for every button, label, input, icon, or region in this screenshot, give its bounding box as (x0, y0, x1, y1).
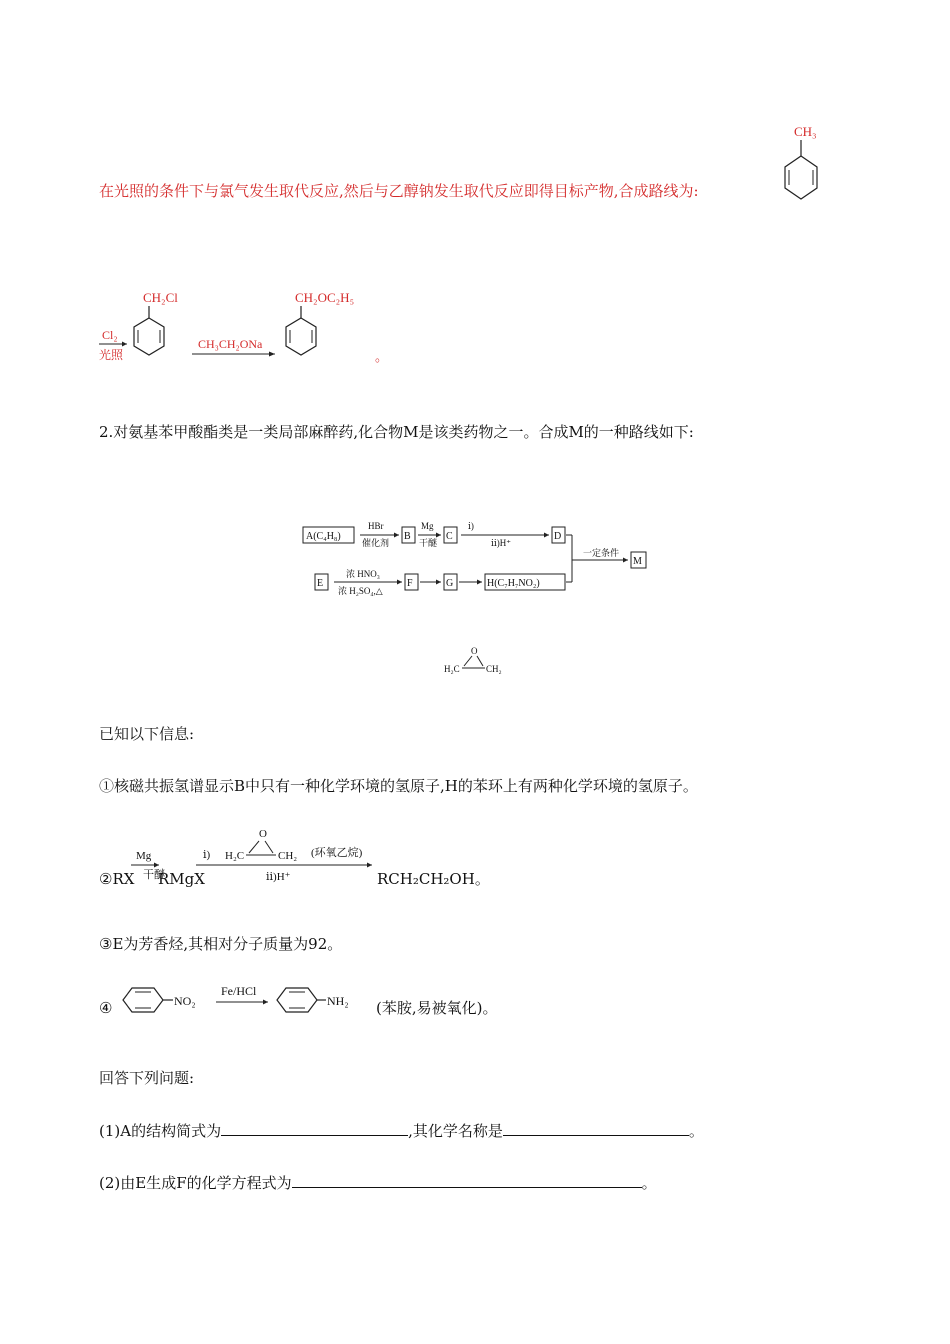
info-item-4-number: ④ (99, 999, 113, 1017)
aniline-note: (苯胺,易被氧化)。 (376, 999, 498, 1017)
question-1-end: 。 (688, 1122, 704, 1140)
fe-hcl-reagent: Fe/HCl (221, 984, 257, 998)
grignard-mg: Mg (136, 850, 152, 862)
hbr-reagent: HBr (368, 521, 384, 531)
known-info-heading: 已知以下信息: (99, 725, 195, 743)
answer-heading: 回答下列问题: (99, 1069, 195, 1087)
benzyl-chloride-label: CH₂Cl (143, 290, 178, 305)
answer-text: 在光照的条件下与氯气发生取代反应,然后与乙醇钠发生取代反应即得目标产物,合成路线为: (99, 182, 699, 200)
epoxide-ch2: CH₂ (486, 664, 502, 674)
step-ii: ⅱ)H⁺ (491, 538, 512, 548)
step-i: ⅰ) (468, 521, 474, 531)
compound-d: D (554, 531, 562, 542)
answer-blank-structure[interactable] (221, 1121, 408, 1136)
info-item-3: ③E为芳香烃,其相对分子质量为92。 (99, 935, 343, 953)
conc-h2so4: 浓 H₂SO₄,△ (338, 586, 383, 596)
toluene-methyl-label: CH₃ (794, 124, 817, 139)
cl2-reagent: Cl₂ (102, 328, 118, 342)
route-end-mark: 。 (375, 349, 389, 364)
nitro-group-label: NO₂ (174, 994, 196, 1008)
catalyst-condition: 催化剂 (362, 538, 390, 548)
ethylene-oxide-structure (442, 644, 512, 678)
question-stem: 2.对氨基苯甲酸酯类是一类局部麻醉药,化合物M是该类药物之一。合成M的一种路线如下: (99, 423, 694, 441)
question-2 (99, 1173, 657, 1193)
info-item-1: ①核磁共振氢谱显示B中只有一种化学环境的氢原子,H的苯环上有两种化学环境的氢原子。 (99, 777, 698, 795)
grignard-ether: 干醚 (143, 869, 165, 881)
grignard-epoxide-ch2: CH₂ (278, 850, 298, 862)
grignard-reaction-scheme (128, 822, 378, 884)
grignard-step-i: ⅰ) (203, 849, 211, 861)
certain-condition: 一定条件 (583, 548, 620, 558)
epoxide-o: O (471, 646, 478, 656)
answer-blank-name[interactable] (503, 1121, 689, 1136)
synthesis-scheme-m (298, 516, 658, 598)
nitrobenzene-reduction-scheme (118, 980, 374, 1022)
info-item-2-prefix: ②RX (99, 870, 135, 888)
light-condition: 光照 (99, 348, 124, 362)
info-item-2-product: RCH₂CH₂OH。 (377, 870, 490, 888)
conc-hno3: 浓 HNO₃ (346, 569, 380, 579)
grignard-step-ii: ⅱ)H⁺ (266, 871, 291, 883)
epoxide-h2c: H₂C (444, 664, 460, 674)
info-item-2-grignard: RMgX (158, 870, 205, 888)
sodium-ethoxide-reagent: CH₃CH₂ONa (198, 337, 263, 351)
question-2-end: 。 (641, 1174, 657, 1192)
grignard-epoxide-h2c: H₂C (225, 850, 245, 862)
question-1-prefix: (1)A的结构简式为 (99, 1122, 222, 1140)
compound-h: H(C₇H₇NO₂) (487, 578, 540, 589)
ether-product-label: CH₂OC₂H₅ (295, 290, 355, 305)
question-2-prefix: (2)由E生成F的化学方程式为 (99, 1174, 292, 1192)
mg-reagent: Mg (421, 521, 434, 531)
answer-blank-equation[interactable] (292, 1173, 642, 1188)
ethylene-oxide-name: (环氧乙烷) (311, 847, 363, 859)
toluene-structure (770, 118, 840, 206)
route-one-scheme (95, 283, 395, 375)
compound-b: B (404, 531, 411, 542)
compound-a: A(C₄H₈) (306, 531, 341, 542)
dry-ether-condition: 干醚 (419, 538, 438, 548)
question-1 (99, 1121, 704, 1141)
question-1-middle: ,其化学名称是 (408, 1122, 503, 1140)
compound-m: M (633, 556, 642, 567)
compound-c: C (446, 531, 453, 542)
amino-group-label: NH₂ (327, 994, 349, 1008)
compound-g: G (446, 578, 454, 589)
compound-f: F (407, 578, 413, 589)
compound-e: E (317, 578, 324, 589)
grignard-epoxide-o: O (259, 828, 267, 840)
